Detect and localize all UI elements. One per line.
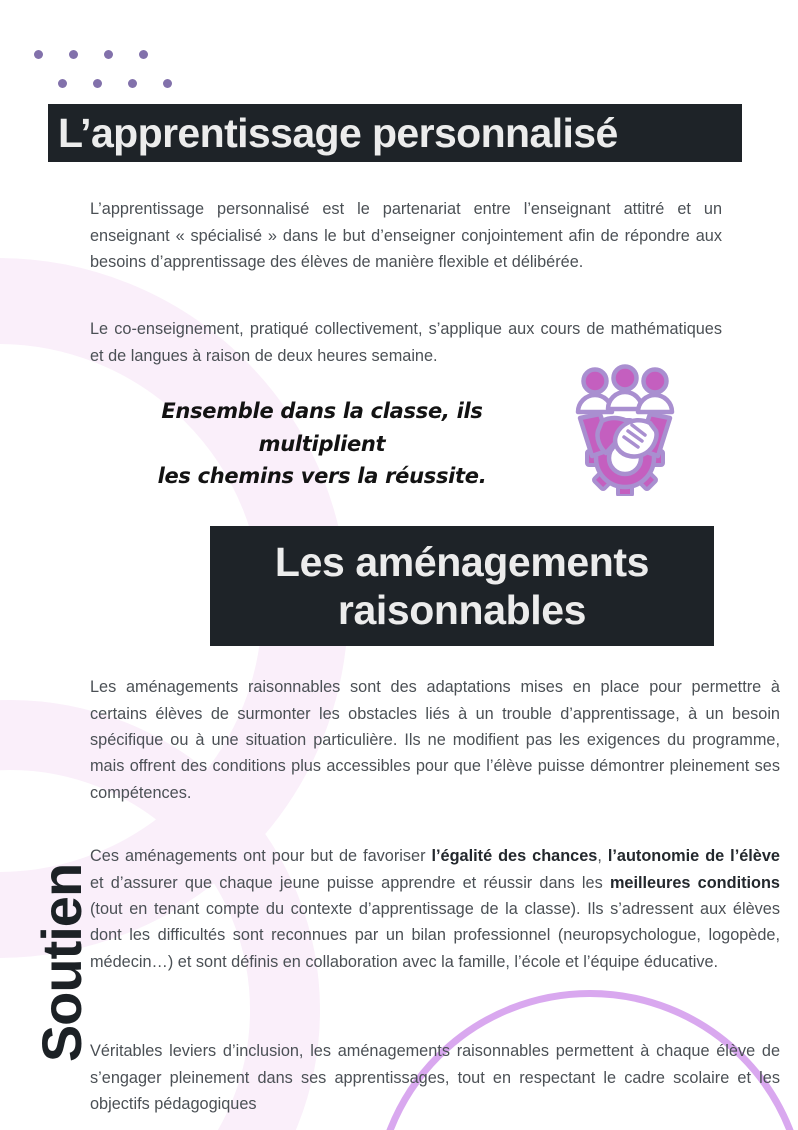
- text-run: ,: [597, 847, 608, 866]
- quote-line-2: les chemins vers la réussite.: [157, 464, 487, 489]
- section-2-paragraph-3: Véritables leviers d’inclusion, les aménagements raisonnables permettent à chaque élève de s’engager pleinement dans ses apprentissages, tout en respectant le cadre scolaire et les objectifs pédagogiques: [90, 1042, 780, 1114]
- section-2-heading-line-2: raisonnables: [337, 587, 587, 633]
- section-1-heading: L’apprentissage personnalisé: [48, 104, 742, 162]
- text-run: (tout en tenant compte du contexte d’apprentissage de la classe). Ils s’adressent aux élèves dont les difficultés sont reconnues par un bilan professionnel (neuropsychologue, logopède, médecin…) et sont définis en collaboration avec la famille, l’école et l’équipe éducative.: [90, 900, 780, 971]
- section-1-paragraph-1: L’apprentissage personnalisé est le partenariat entre l’enseignant attitré et un enseignant « spécialisé » dans le but d’enseigner conjointement afin de répondre aux besoins d’apprentissage des élèves de manière flexible et délibérée.: [90, 200, 722, 272]
- bold-autonomie-de-l-eleve: l’autonomie de l’élève: [607, 847, 780, 866]
- text-run: et d’assurer que chaque jeune puisse apprendre et réussir dans les: [90, 873, 610, 892]
- highlight-quote: [108, 395, 536, 493]
- section-1-paragraph-2: Le co-enseignement, pratiqué collectivement, s’applique aux cours de mathématiques et de langues à raison de deux heures semaine.: [90, 320, 722, 365]
- teamwork-handshake-gear-icon: [566, 363, 684, 496]
- quote-line-1: Ensemble dans la classe, ils multiplient: [161, 399, 483, 456]
- bold-egalite-des-chances: l’égalité des chances: [431, 847, 598, 866]
- bold-meilleures-conditions: meilleures conditions: [609, 873, 780, 892]
- text-run: Ces aménagements ont pour but de favoriser: [90, 847, 432, 866]
- section-2-heading: [210, 526, 714, 646]
- section-2-paragraph-2: [90, 843, 780, 975]
- vertical-side-label: Soutien: [30, 863, 93, 1063]
- section-2-heading-line-1: Les aménagements: [274, 538, 650, 585]
- section-2-paragraph-1: Les aménagements raisonnables sont des adaptations mises en place pour permettre à certains élèves de surmonter les obstacles liés à un trouble d’apprentissage, à un besoin spécifique ou à une situation particulière. Ils ne modifient pas les exigences du programme, mais offrent des conditions plus accessibles pour que l’élève puisse démontrer pleinement ses compétences.: [90, 678, 780, 802]
